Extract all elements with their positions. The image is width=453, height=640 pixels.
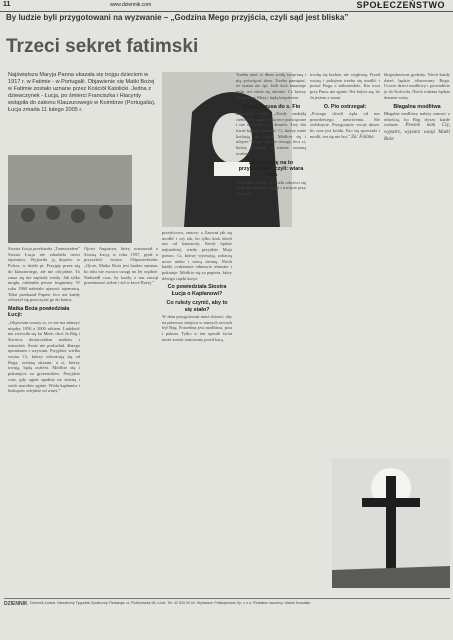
header-quote: By ludzie byli przygotowani na wyzwanie – „Godzina Mego przyjścia, czyli sąd jest bliska” xyxy=(6,13,349,22)
column-3-paragraph-3: Nie będzie łatwo, bo wielu odwróci się od Boga. Bądźcie czujni i trwajcie przy Kościele. xyxy=(236,179,306,197)
column-5-paragraph-2: Błagalne modlitwy należy zanosić z ufnością, bo Bóg słyszy każde wołanie. xyxy=(384,110,450,128)
column-5-signature: Pewnie nam Cię, wypatrz, wypatrz wargi Matki Boże xyxy=(384,123,450,142)
column-3-paragraph-2: Zbawiciel rzekł: „Kiedy nadejdą ciemności, zapalcie świece poświęcone i nie wychodźcie z domów. Trzy dni trwać będzie ciemność. Ci, którzy mnie kochają, nie zginą. Módlcie się i ufajcie.” Świat ogarnie trwoga, lecz ci, którzy wytrwają w wierze, zostaną ocaleni. xyxy=(236,110,306,156)
column-1-subheading: Matka Boża powiedziała Łucji: xyxy=(8,306,70,319)
page-footer xyxy=(4,598,450,637)
column-2-subheading-2: Co ruleźy czynić, aby to się stało? xyxy=(166,300,228,313)
column-1-paragraph-1: Siostra Łucja przekazała „Tomuczałem” Siostra Łucja nie zdradziła treści tajemnicy. Wyjawiła ją dopiero w Polsce, w dziele pt. Przyjęty przez nią do klasztornego, ale nie oficjalnie. To zaraz się nie zapisały wtedy. Jak tylko mogła, odsłoniła pewne fragmenty. W roku 1960 należało ujawnić tajemnicę. Tekst przekazał Papież, lecz nie każdy odważył się przeczytać go do końca. xyxy=(8,246,80,303)
footer-logo: DZIENNIK xyxy=(4,601,28,607)
column-2-paragraph-3: W dniu przygotowań musi dotrzeć, aby na pierwszy miejscu w naszych sercach był Bóg. Potrzebna jest modlitwa, post i pokuta. Tylko w ten sposób świat może zostać uratowany przed karą. xyxy=(162,313,232,342)
column-4-subheading: O. Pio ostrzegał: xyxy=(323,103,367,110)
column-2-paragraph-1b: przejściowo, znaczy: a Zauważ jak się modlić i czy tak, bo tylko krok dzieli nas od katastrofy. Kiedy będzie najtrudniej, wtedy przyjdzie Moja pomoc. Ci, którzy wytrwają, zobaczą nowe niebo i nową ziemię. Niech każdy codziennie odmawia różaniec i pokutuje. Módlcie się za papieża, który dźwiga ciężki krzyż. xyxy=(162,230,232,281)
article-column-5 xyxy=(384,72,450,452)
column-5-paragraph-1: błogosławione godziny. Niech każdy dzień będzie ofiarowany Bogu. Uczcie dzieci modlitwy i prowadźcie je do Kościoła. Niech rodzina będzie domem wiary. xyxy=(384,72,450,100)
article-column-1 xyxy=(8,246,80,596)
article-column-2-left xyxy=(84,246,158,596)
crowd-illustration xyxy=(8,155,132,243)
article-column-2 xyxy=(162,230,232,596)
column-1-paragraph-2: „Objawiam twarzy to, co nie ma zdarzyć między 1950 a 2000 rokiem. Ludzkość nie zwróciła się ku Mnie, choć Ja Bóg i Stwórca dostarczałem znaków i ostrzeżeń. Świat nie posłuchał, dlatego upominam i wzywam. Przyjdzie wielka wojna. Ci, którzy odwracają się od Boga, zostaną ukarani, a ci, którzy trwają, będą ocaleni. Módlcie się i pokutujcie za grzeszników. Przyjdzie czas, gdy ogień spadnie na ziemię i wiele narodów zginie. Wielu kapłanów i biskupów odejdzie od wiary.” xyxy=(8,319,80,394)
column-4-paragraph-2: „Powaga chwili żąda od nas prawdziwego nawrócenia. Nie zwlekajcie. Przygotujcie swoje dusze, bo czas jest krótki. Kto się spowiada i modli, ten się nie boi.” xyxy=(310,110,380,139)
footer-info: Dziennik Łódzki. Niezależny Tygodnik Społeczny. Redakcja: ul. Piotrkowska 96, Łódź. Tel. 42 633 00 00. Wydawca: Polskapresse Sp. z o.o. Redaktor naczelny: Marek Kowalski. xyxy=(30,601,312,605)
page-number: 11 xyxy=(3,1,11,8)
column-4-paragraph-1: trochę się bodzie, nie wygłoszę. Przed wojną i pokojem trzeba się modlić i prosić Boga o miłosierdzie. Kto trwa przy Panu, nie zginie. Nie bójcie się, bo Ja jestem z wami. xyxy=(310,72,380,100)
column-4-signature: Za: Fatima xyxy=(351,134,374,140)
site-url[interactable]: www.dziennik.com xyxy=(110,2,152,8)
column-3-subheading-1: Słowa Jezusa do s. Fio xyxy=(241,103,301,110)
cross-illustration xyxy=(332,458,450,588)
article-title: Trzeci sekret fatimski xyxy=(6,36,199,57)
article-column-3 xyxy=(236,72,306,596)
column-3-paragraph-1: Trzeba mieć w dłoni wodę święconą i nią poświęcać dom. Trzeba pamiętać, że szatan nie śpi. Jeśli ktoś zmarnuje łaski, nie zdoła się obronić. Ci, którzy trwają przy Maryi, będą bezpieczni. xyxy=(236,72,306,100)
section-title: SPOŁECZEŃSTWO xyxy=(356,0,445,10)
cross-photo xyxy=(332,458,450,588)
column-3-subheading-2: Abyście się na to przygotowali, czyli: wiara mała xyxy=(238,159,304,179)
article-lead: Najświętsza Maryja Panna ukazała się trojgu dzieciom w 1917 r. w Fatimie - w Portugalii. Objawienie się Matki Bożej w Fatimie zostało uznane przez Kościół Katolicki. Jedna z dziewczynek - Łucja, po śmierci Franciszka i Hiacynty wstąpiła do zakonu Klauzurowego w Koimbrze (Portugalia), Łucja zmarła 11 lutego 2005 r. xyxy=(8,72,156,113)
column-2-paragraph-1: Ojciec Augustyn, który rozmawiał z Siostrą Łucją w roku 1957, pytał o przyszłość świata. Odpowiedziała: „Ojcze, Matka Boża jest bardzo smutna, bo nikt nie zwraca uwagi na Jej orędzie. Nadszedł czas, by każdy z nas zaczął przemieniać siebie i żył w łasce Bożej.” xyxy=(84,246,158,286)
crowd-photo xyxy=(8,155,132,243)
column-5-subheading: Błagalna modlitwa xyxy=(393,103,441,110)
column-2-subheading-1: Co powiedziała Siostra Łucja o Kapłanowi? xyxy=(167,284,227,297)
article-column-4 xyxy=(310,72,380,452)
page-header xyxy=(0,0,453,12)
